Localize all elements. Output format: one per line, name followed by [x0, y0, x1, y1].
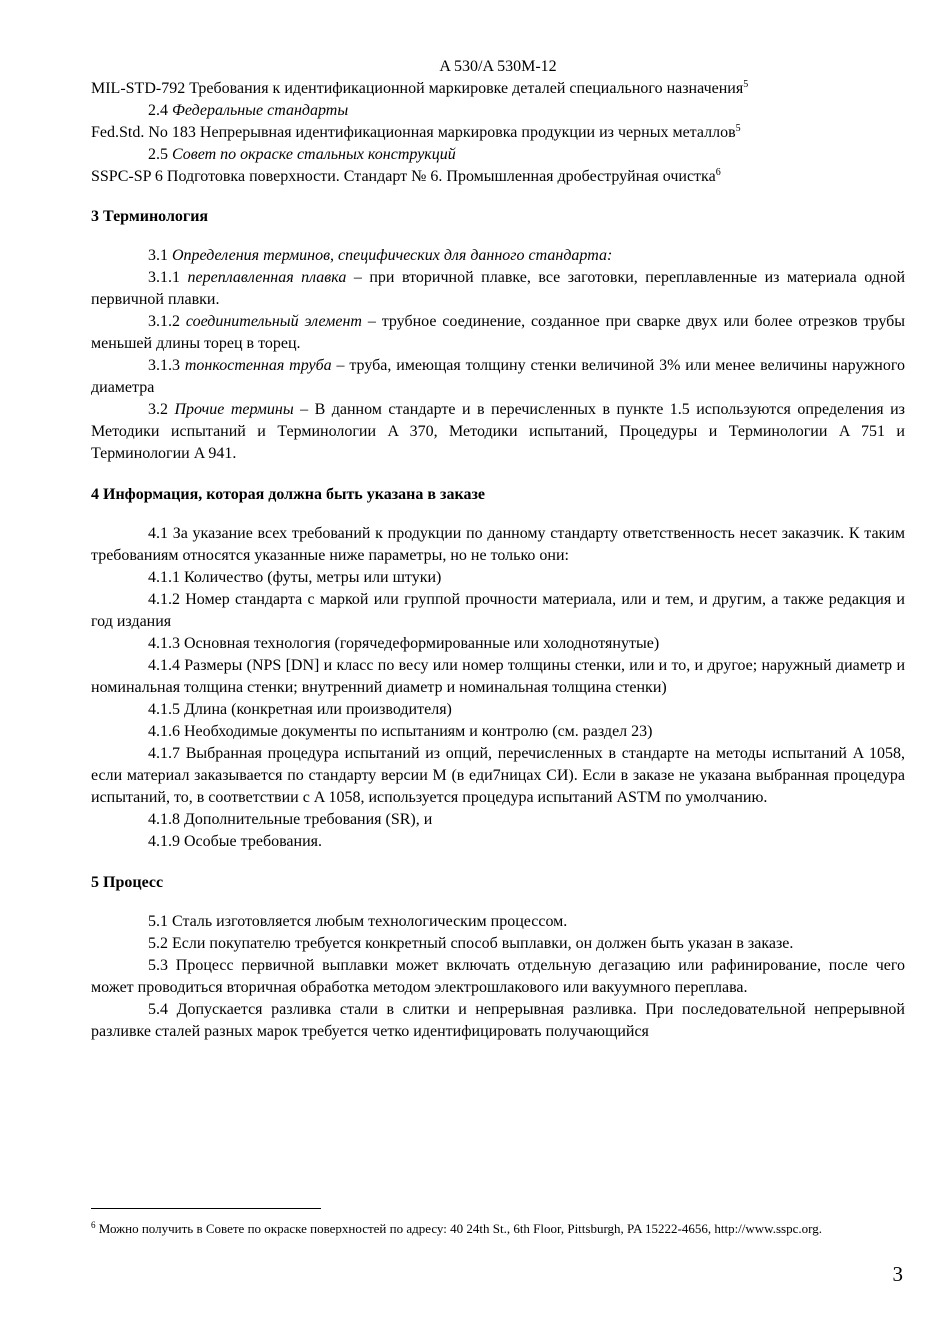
paragraph-3-1-2: 3.1.2 соединительный элемент – трубное соединение, созданное при сварке двух или более отрезков трубы меньшей длины торец в торец.	[91, 313, 906, 352]
paragraph-4-1-4: 4.1.4 Размеры (NPS [DN] и класс по весу или номер толщины стенки, или и то, и другое; наружный диаметр и номинальная толщина стенки; внутренний диаметр и номинальная толщина стенки)	[91, 657, 905, 696]
paragraph-4-1-8: 4.1.8 Дополнительные требования (SR), и	[148, 811, 433, 828]
paragraph-5-4: 5.4 Допускается разливка стали в слитки и непрерывная разливка. При последовательной непрерывной разливке сталей разных марок требуется четко идентифицировать получающийся	[91, 1001, 905, 1040]
ref-sspc-sp-6: SSPC-SP 6 Подготовка поверхности. Стандарт № 6. Промышленная дробеструйная очистка$^6$	[91, 167, 721, 185]
footnote-separator	[91, 1208, 321, 1209]
paragraph-3-2: 3.2 Прочие термины – В данном стандарте и в перечисленных в пункте 1.5 используются определения из Методики испытаний и Терминологии A 370, Методики испытаний, Процедуры и Терминологии A 751 и Терминологии A 941.	[91, 401, 905, 462]
paragraph-5-2: 5.2 Если покупателю требуется конкретный способ выплавки, он должен быть указан в заказе.	[148, 935, 794, 952]
ref-fed-std-183: Fed.Std. No 183 Непрерывная идентификационная маркировка продукции из черных металлов$^5$	[91, 123, 741, 141]
footnote-ref: 6	[715, 167, 721, 178]
subsection-2-4: 2.4 Федеральные стандарты	[148, 102, 349, 119]
footnote-ref: 5	[743, 79, 749, 90]
ref-mil-std-792: MIL-STD-792 Требования к идентификационной маркировке деталей специального назначения$^5$	[91, 79, 749, 97]
section-4-heading: 4 Информация, которая должна быть указана в заказе	[91, 486, 485, 503]
footnote-ref: 5	[735, 123, 741, 134]
subsection-2-5: 2.5 Совет по окраске стальных конструкций	[148, 146, 456, 163]
section-5-heading: 5 Процесс	[91, 874, 164, 891]
paragraph-4-1-2: 4.1.2 Номер стандарта с маркой или группой прочности материала, или и тем, и другим, а также редакция и год издания	[91, 591, 905, 630]
paragraph-3-1-3: 3.1.3 тонкостенная труба – труба, имеющая толщину стенки величиной 3% или менее величины наружного диаметра	[91, 357, 906, 396]
paragraph-4-1-3: 4.1.3 Основная технология (горячедеформированные или холоднотянутые)	[148, 635, 660, 652]
running-header: A 530/A 530M-12	[439, 58, 557, 75]
section-3-heading: 3 Терминология	[91, 208, 209, 225]
paragraph-4-1-9: 4.1.9 Особые требования.	[148, 833, 323, 850]
paragraph-4-1-5: 4.1.5 Длина (конкретная или производителя)	[148, 701, 452, 718]
footnote-mark: 6	[91, 1220, 96, 1230]
paragraph-5-3: 5.3 Процесс первичной выплавки может включать отдельную дегазацию или рафинирование, после чего может проводиться вторичная обработка методом электрошлакового или вакуумного переплава.	[91, 957, 905, 996]
page-number: 3	[892, 1262, 903, 1286]
paragraph-4-1: 4.1 За указание всех требований к продукции по данному стандарту ответственность несет заказчик. К таким требованиям относятся указанные ниже параметры, но не только они:	[91, 525, 905, 564]
paragraph-3-1-1: 3.1.1 переплавленная плавка – при вторичной плавке, все заготовки, переплавленные из материала одной первичной плавки.	[91, 269, 906, 308]
paragraph-5-1: 5.1 Сталь изготовляется любым технологическим процессом.	[148, 913, 568, 930]
paragraph-4-1-6: 4.1.6 Необходимые документы по испытаниям и контролю (см. раздел 23)	[148, 723, 653, 740]
document-page	[91, 56, 905, 1043]
paragraph-4-1-1: 4.1.1 Количество (футы, метры или штуки)	[148, 569, 442, 586]
paragraph-3-1: 3.1 Определения терминов, специфических для данного стандарта:	[148, 247, 613, 264]
paragraph-4-1-7: 4.1.7 Выбранная процедура испытаний из опций, перечисленных в стандарте на методы испытаний A 1058, если материал заказывается по стандарту версии M (в еди7ницах СИ). Если в заказе не указана выбранная процедура испытаний, то, в соответствии с A 1058, используется процедура испытаний ASTM по умолчанию.	[91, 745, 905, 806]
footnote-6: $^6$ Можно получить в Совете по окраске поверхностей по адресу: 40 24th St., 6th Floor, Pittsburgh, PA 15222-4656, http://www.sspc.org.	[91, 1220, 822, 1236]
